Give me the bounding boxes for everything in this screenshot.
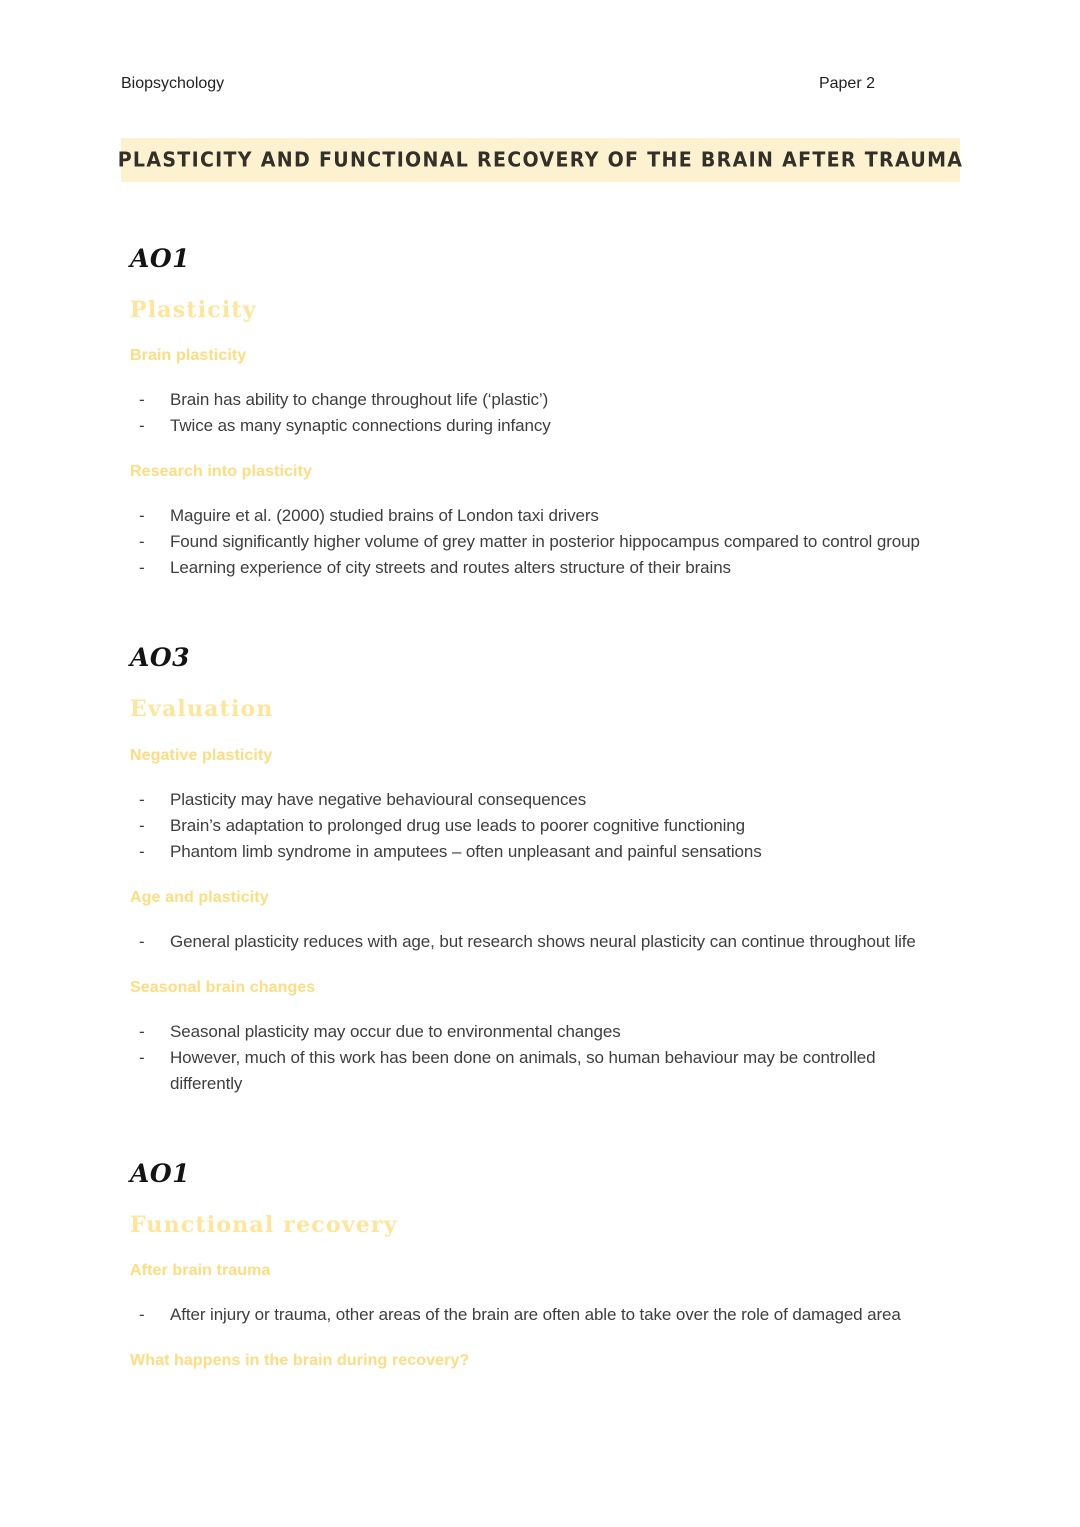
section-ao1-plasticity xyxy=(121,246,960,581)
ao-label: AO1 xyxy=(130,1158,191,1188)
bullet-item: - Twice as many synaptic connections during infancy xyxy=(121,413,927,439)
bullet-item: - Found significantly higher volume of grey matter in posterior hippocampus compared to control group xyxy=(121,529,927,555)
bullet-item: - Phantom limb syndrome in amputees – often unpleasant and painful sensations xyxy=(121,839,927,865)
section-title: Evaluation xyxy=(130,696,274,723)
bullet-list xyxy=(121,1302,960,1328)
bullet-item: - Brain has ability to change throughout life (‘plastic’) xyxy=(121,387,927,413)
bullet-list xyxy=(121,503,960,581)
subheading-age-and-plasticity: Age and plasticity xyxy=(130,888,269,906)
subheading-after-brain-trauma: After brain trauma xyxy=(130,1261,271,1279)
bullet-list xyxy=(121,929,960,955)
running-header xyxy=(121,74,960,94)
bullet-item: - Seasonal plasticity may occur due to environmental changes xyxy=(121,1019,927,1045)
bullet-item: - After injury or trauma, other areas of the brain are often able to take over the role of damaged area xyxy=(121,1302,927,1328)
bullet-item: - Brain’s adaptation to prolonged drug use leads to poorer cognitive functioning xyxy=(121,813,927,839)
document-title: PLASTICITY AND FUNCTIONAL RECOVERY OF THE BRAIN AFTER TRAUMA xyxy=(117,148,964,172)
subheading-negative-plasticity: Negative plasticity xyxy=(130,746,273,764)
bullet-list xyxy=(121,1019,960,1097)
section-title: Functional recovery xyxy=(130,1211,398,1238)
bullet-item: - However, much of this work has been done on animals, so human behaviour may be controlled differently xyxy=(121,1045,927,1097)
ao-label: AO1 xyxy=(130,244,191,273)
bullet-item: - General plasticity reduces with age, but research shows neural plasticity can continue throughout life xyxy=(121,929,927,955)
bullet-item: - Learning experience of city streets and routes alters structure of their brains xyxy=(121,555,927,581)
section-title: Plasticity xyxy=(130,297,257,323)
ao-label: AO3 xyxy=(130,643,191,673)
section-ao1-functional-recovery xyxy=(121,1158,960,1371)
subheading-brain-plasticity: Brain plasticity xyxy=(130,347,247,365)
bullet-item: - Plasticity may have negative behavioural consequences xyxy=(121,787,927,813)
header-subject: Biopsychology xyxy=(121,75,225,92)
subheading-seasonal-brain-changes: Seasonal brain changes xyxy=(130,978,316,996)
title-banner xyxy=(117,138,964,182)
bullet-list xyxy=(121,387,960,439)
header-paper-number: Paper 2 xyxy=(818,75,875,92)
bullet-list xyxy=(121,787,960,865)
section-ao3-evaluation xyxy=(121,645,960,1096)
subheading-what-happens-during-recovery: What happens in the brain during recovery? xyxy=(130,1351,470,1369)
subheading-research-into-plasticity: Research into plasticity xyxy=(130,463,313,481)
bullet-item: - Maguire et al. (2000) studied brains of London taxi drivers xyxy=(121,503,927,529)
